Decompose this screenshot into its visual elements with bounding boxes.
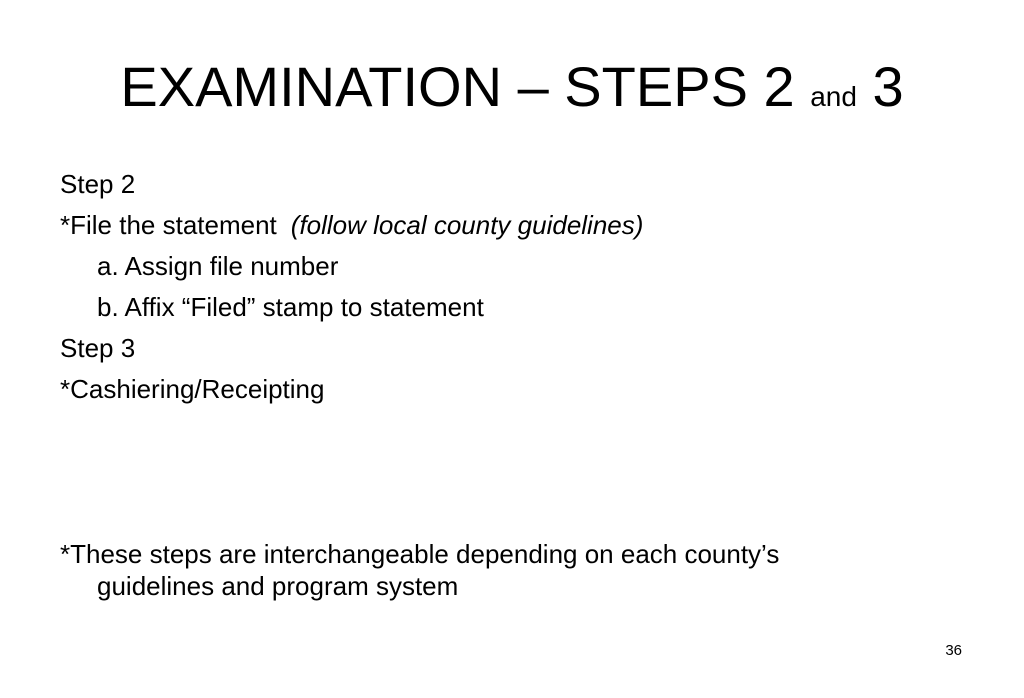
- page-number: 36: [945, 642, 962, 659]
- step2-heading: Step 2: [60, 169, 136, 199]
- note-line-2: guidelines and program system: [97, 571, 459, 601]
- file-statement-line: [60, 209, 643, 241]
- item-affix-stamp: b. Affix “Filed” stamp to statement: [97, 292, 484, 322]
- cashiering-line: *Cashiering/Receipting: [60, 374, 325, 404]
- step3-heading: Step 3: [60, 333, 136, 363]
- title-connector: and: [810, 81, 857, 112]
- file-statement-text: *File the statement: [60, 210, 277, 240]
- slide-title: [0, 52, 1024, 132]
- note-line-1: *These steps are interchangeable depending on each county’s: [60, 539, 780, 569]
- title-last: 3: [872, 55, 904, 118]
- title-main: EXAMINATION – STEPS 2: [120, 55, 795, 118]
- item-assign-file-number: a. Assign file number: [97, 251, 339, 281]
- file-statement-note: (follow local county guidelines): [290, 210, 644, 240]
